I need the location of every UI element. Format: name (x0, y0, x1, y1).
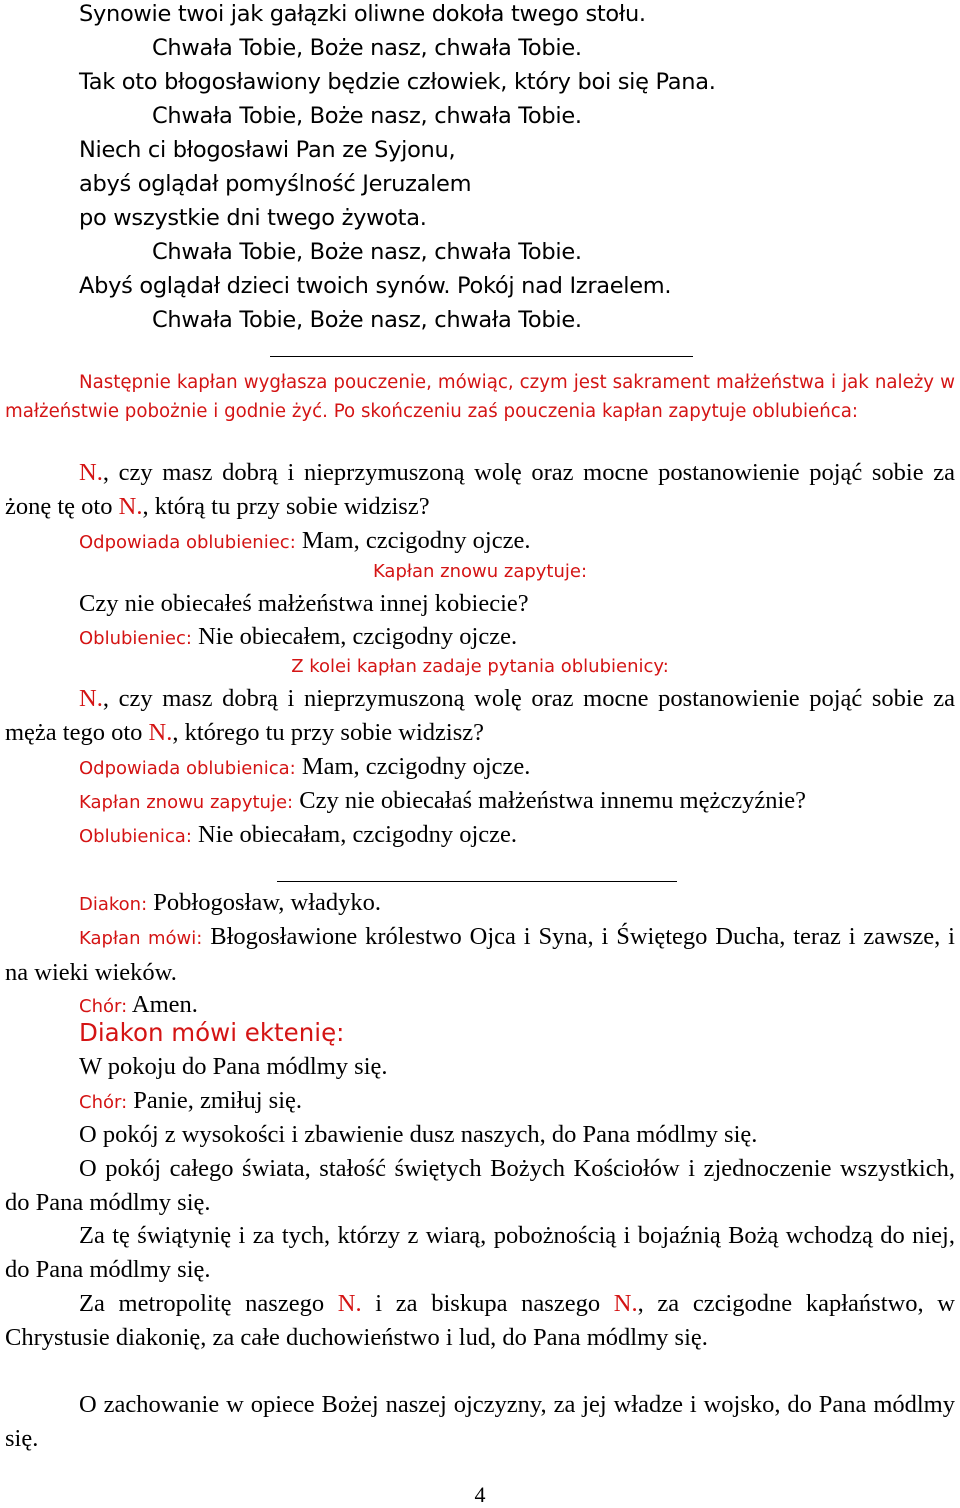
rubric-priest-again: Kapłan znowu zapytuje: (372, 561, 588, 582)
litany-petition (5, 1152, 955, 1220)
petition-text: i za biskupa naszego (361, 1290, 614, 1317)
psalm-line: abyś oglądał pomyślność Jeruzalem (79, 171, 472, 197)
petition-text: Za metropolitę naszego (79, 1290, 338, 1317)
petition-text: O pokój całego świata, stałość świętych Bożych Kościołów i zjednoczenie wszystkich, do Pana módlmy się. (5, 1155, 955, 1216)
rubric-label: Odpowiada oblubieniec: (79, 532, 296, 553)
petition-text: Za tę świątynię i za tych, którzy z wiarą, pobożnością i bojaźnią Bożą wchodzą do niej, do Pana módlmy się. (5, 1222, 955, 1283)
dialogue-text: Pobłogosław, władyko. (147, 889, 382, 916)
groom-question-2: Czy nie obiecałeś małżeństwa innej kobiecie? (79, 590, 529, 617)
deacon-bless (79, 886, 381, 922)
bride-answer (79, 750, 530, 786)
answer-text: Mam, czcigodny ojcze. (295, 753, 531, 780)
priest-blessing (5, 920, 955, 990)
question-text: , czy masz dobrą i nieprzymuszoną wolę oraz mocne postanowienie pojąć sobie za żonę tę oto (5, 459, 955, 520)
question-text: Czy nie obiecałaś małżeństwa innemu mężczyźnie? (293, 787, 807, 814)
name-placeholder: N. (148, 719, 173, 746)
psalm-refrain: Chwała Tobie, Boże nasz, chwała Tobie. (152, 103, 582, 129)
rubric-label: Kapłan mówi: (79, 928, 203, 949)
name-placeholder: N. (337, 1290, 362, 1317)
choir-response (79, 1084, 302, 1120)
litany-petition: O pokój z wysokości i zbawienie dusz naszych, do Pana módlmy się. (79, 1121, 758, 1148)
groom-question (5, 456, 955, 524)
bride-answer-2 (79, 818, 517, 854)
bride-question-2 (79, 784, 806, 820)
section-divider (270, 356, 693, 357)
dialogue-text: Panie, zmiłuj się. (127, 1087, 303, 1114)
psalm-line: po wszystkie dni twego żywota. (79, 205, 427, 231)
rubric-label: Chór: (79, 996, 128, 1017)
groom-answer (79, 524, 530, 560)
psalm-refrain: Chwała Tobie, Boże nasz, chwała Tobie. (152, 239, 582, 265)
rubric-instruction (5, 369, 955, 426)
rubric-label: Kapłan znowu zapytuje: (79, 792, 294, 813)
psalm-refrain: Chwała Tobie, Boże nasz, chwała Tobie. (152, 307, 582, 333)
question-text: , czy masz dobrą i nieprzymuszoną wolę oraz mocne postanowienie pojąć sobie za męża tego oto (5, 685, 955, 746)
litany-petition (5, 1388, 955, 1456)
litany-petition: W pokoju do Pana módlmy się. (79, 1053, 388, 1080)
groom-answer-2 (79, 620, 517, 656)
rubric-label: Chór: (79, 1092, 128, 1113)
answer-text: Nie obiecałem, czcigodny ojcze. (191, 623, 518, 650)
name-placeholder: N. (79, 685, 103, 712)
name-placeholder: N. (79, 459, 103, 486)
psalm-line: Niech ci błogosławi Pan ze Syjonu, (79, 137, 456, 163)
psalm-line: Synowie twoi jak gałązki oliwne dokoła twego stołu. (79, 1, 646, 27)
dialogue-text: Amen. (127, 991, 198, 1018)
petition-text: , za czcigodne kapłaństwo, w Chrystusie diakonię, za całe duchowieństwo i lud, do Pana módlmy się. (5, 1290, 955, 1351)
petition-text: O zachowanie w opiece Bożej naszej ojczyzny, za jej władze i wojsko, do Pana módlmy się. (5, 1391, 955, 1452)
dialogue-text: Błogosławione królestwo Ojca i Syna, i Świętego Ducha, teraz i zawsze, i na wieki wieków. (5, 923, 955, 986)
rubric-bride-questions: Z kolei kapłan zadaje pytania oblubienicy: (291, 656, 669, 677)
psalm-refrain: Chwała Tobie, Boże nasz, chwała Tobie. (152, 35, 582, 61)
rubric-text: Następnie kapłan wygłasza pouczenie, mówiąc, czym jest sakrament małżeństwa i jak należy w małżeństwie pobożnie i godnie żyć. Po skończeniu zaś pouczenia kapłan zapytuje oblubieńca: (5, 372, 955, 422)
litany-petition (5, 1219, 955, 1287)
rubric-label: Diakon: (79, 894, 148, 915)
psalm-line: Tak oto błogosławiony będzie człowiek, który boi się Pana. (79, 69, 716, 95)
rubric-deacon-litany: Diakon mówi ektenię: (79, 1018, 345, 1047)
answer-text: Mam, czcigodny ojcze. (295, 527, 531, 554)
answer-text: Nie obiecałam, czcigodny ojcze. (191, 821, 518, 848)
name-placeholder: N. (118, 493, 143, 520)
psalm-line: Abyś oglądał dzieci twoich synów. Pokój nad Izraelem. (79, 273, 672, 299)
question-text: , którego tu przy sobie widzisz? (172, 719, 484, 746)
section-divider (277, 881, 677, 882)
name-placeholder: N. (613, 1290, 638, 1317)
rubric-label: Odpowiada oblubienica: (79, 758, 296, 779)
question-text: , którą tu przy sobie widzisz? (142, 493, 430, 520)
page-number: 4 (474, 1482, 486, 1507)
litany-petition (5, 1287, 955, 1355)
rubric-label: Oblubieniec: (79, 628, 192, 649)
bride-question (5, 682, 955, 750)
rubric-label: Oblubienica: (79, 826, 192, 847)
